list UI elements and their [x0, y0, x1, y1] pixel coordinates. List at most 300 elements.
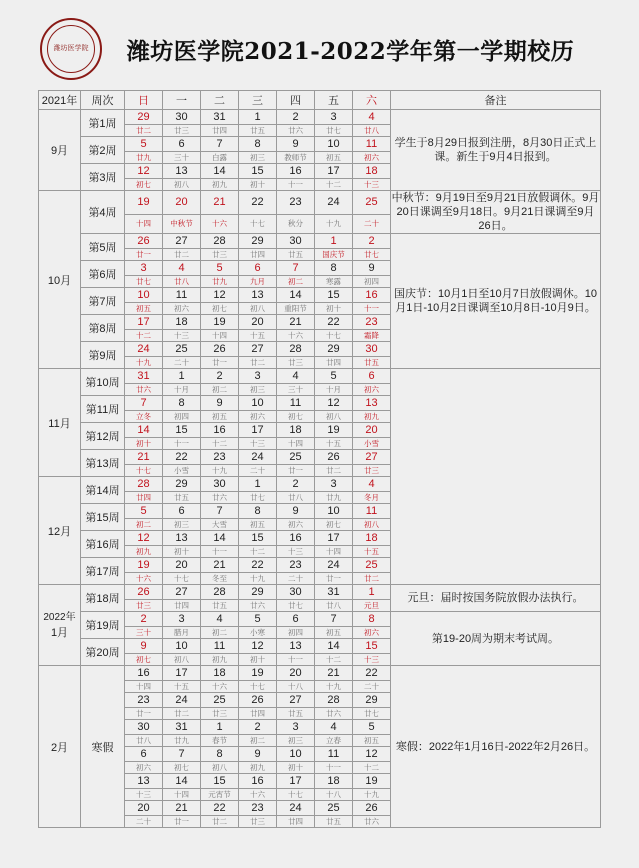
lunar-date-cell: 初十 [315, 303, 353, 315]
lunar-date-cell: 廿九 [315, 492, 353, 504]
lunar-date-cell: 十九 [353, 789, 391, 801]
day-number-cell: 16 [353, 288, 391, 303]
lunar-date-cell: 初六 [353, 152, 391, 164]
lunar-date-cell: 初七 [315, 519, 353, 531]
lunar-date-cell: 初二 [239, 735, 277, 747]
lunar-date-cell: 廿三 [125, 600, 163, 612]
day-number-cell: 23 [277, 191, 315, 215]
lunar-date-cell: 国庆节 [315, 249, 353, 261]
week-label: 第3周 [81, 164, 125, 191]
day-number-cell: 28 [277, 342, 315, 357]
lunar-date-cell: 初二 [125, 519, 163, 531]
day-number-cell: 11 [163, 288, 201, 303]
day-number-cell: 25 [201, 693, 239, 708]
lunar-date-cell: 廿一 [277, 465, 315, 477]
lunar-date-cell: 二十 [239, 465, 277, 477]
month-label: 2月 [39, 666, 81, 828]
lunar-date-cell: 大雪 [201, 519, 239, 531]
lunar-date-cell: 初七 [277, 411, 315, 423]
week-label: 第14周 [81, 477, 125, 504]
lunar-date-cell: 廿六 [353, 816, 391, 828]
day-number-cell: 1 [315, 234, 353, 249]
day-number-cell: 23 [239, 801, 277, 816]
header-year-2021: 2021年 [39, 91, 81, 110]
lunar-date-cell: 初九 [353, 411, 391, 423]
lunar-date-cell: 廿三 [239, 816, 277, 828]
lunar-date-cell: 十六 [201, 214, 239, 233]
lunar-date-cell: 初六 [239, 411, 277, 423]
day-number-cell: 23 [125, 693, 163, 708]
remark-cell: 中秋节：9月19日至9月21日放假调休。9月20日课调至9月18日。9月21日课调至9月26日。 [391, 192, 600, 232]
lunar-date-cell: 初七 [201, 303, 239, 315]
lunar-date-cell: 初八 [163, 179, 201, 191]
header-sunday: 日 [125, 91, 163, 110]
day-number-cell: 1 [201, 720, 239, 735]
lunar-date-cell: 初七 [125, 654, 163, 666]
lunar-date-cell: 十四 [163, 789, 201, 801]
day-number-cell: 13 [163, 164, 201, 179]
table-head [39, 91, 601, 110]
day-number-cell: 18 [353, 531, 391, 546]
table-row [39, 612, 601, 627]
lunar-date-cell: 十四 [277, 438, 315, 450]
lunar-date-cell: 春节 [201, 735, 239, 747]
day-number-cell: 21 [201, 191, 239, 215]
day-number-cell: 1 [163, 369, 201, 384]
lunar-date-cell: 廿三 [277, 357, 315, 369]
lunar-date-cell: 十七 [239, 681, 277, 693]
lunar-date-cell: 初五 [315, 152, 353, 164]
lunar-date-cell: 十五 [315, 438, 353, 450]
day-number-cell: 10 [277, 747, 315, 762]
month-label: 2022年 1月 [39, 585, 81, 666]
day-number-cell: 5 [125, 137, 163, 152]
lunar-date-cell: 初四 [277, 627, 315, 639]
lunar-date-cell: 初五 [353, 735, 391, 747]
lunar-date-cell: 廿二 [353, 573, 391, 585]
lunar-date-cell: 廿五 [163, 492, 201, 504]
day-number-cell: 16 [125, 666, 163, 681]
lunar-date-cell: 十七 [125, 465, 163, 477]
day-number-cell: 27 [277, 693, 315, 708]
lunar-date-cell: 二十 [277, 573, 315, 585]
day-number-cell: 24 [315, 558, 353, 573]
lunar-date-cell: 廿五 [239, 125, 277, 137]
day-number-cell: 10 [163, 639, 201, 654]
lunar-date-cell: 二十 [163, 357, 201, 369]
day-number-cell: 17 [277, 774, 315, 789]
lunar-date-cell: 初九 [201, 179, 239, 191]
day-number-cell: 26 [125, 234, 163, 249]
table-header-row [39, 91, 601, 110]
lunar-date-cell: 廿六 [125, 384, 163, 396]
day-number-cell: 15 [353, 639, 391, 654]
lunar-date-cell: 重阳节 [277, 303, 315, 315]
day-number-cell: 20 [277, 666, 315, 681]
lunar-date-cell: 二十 [353, 681, 391, 693]
lunar-date-cell: 廿三 [201, 708, 239, 720]
table-row [39, 585, 601, 600]
remark-cell: 寒假：2022年1月16日-2022年2月26日。 [391, 666, 601, 828]
month-label: 11月 [39, 369, 81, 477]
lunar-date-cell: 初十 [163, 546, 201, 558]
day-number-cell: 3 [277, 720, 315, 735]
lunar-date-cell: 廿七 [239, 492, 277, 504]
lunar-date-cell: 廿三 [201, 249, 239, 261]
lunar-date-cell: 初九 [239, 762, 277, 774]
lunar-date-cell: 初八 [163, 654, 201, 666]
header-remark: 备注 [391, 91, 601, 110]
day-number-cell: 22 [315, 315, 353, 330]
lunar-date-cell: 廿五 [353, 357, 391, 369]
lunar-date-cell: 三十 [163, 152, 201, 164]
lunar-date-cell: 廿九 [201, 276, 239, 288]
day-number-cell: 30 [201, 477, 239, 492]
day-number-cell: 20 [125, 801, 163, 816]
lunar-date-cell: 十九 [315, 214, 353, 233]
day-number-cell: 29 [163, 477, 201, 492]
lunar-date-cell: 廿八 [353, 125, 391, 137]
day-number-cell: 29 [353, 693, 391, 708]
lunar-date-cell: 十月 [163, 384, 201, 396]
lunar-date-cell: 十三 [163, 330, 201, 342]
week-label: 第8周 [81, 315, 125, 342]
day-number-cell: 21 [315, 666, 353, 681]
day-number-cell: 25 [353, 191, 391, 215]
day-number-cell: 30 [163, 110, 201, 125]
remark-cell: 学生于8月29日报到注册，8月30日正式上课。新生于9月4日报到。 [391, 110, 601, 191]
logo-text: 潍坊医学院 [53, 45, 89, 52]
day-number-cell: 28 [201, 234, 239, 249]
lunar-date-cell: 初十 [239, 179, 277, 191]
day-number-cell: 22 [163, 450, 201, 465]
lunar-date-cell: 初六 [125, 762, 163, 774]
lunar-date-cell: 立春 [315, 735, 353, 747]
lunar-date-cell: 初二 [277, 276, 315, 288]
vacation-label: 寒假 [81, 666, 125, 828]
lunar-date-cell: 十六 [201, 681, 239, 693]
lunar-date-cell: 初六 [277, 519, 315, 531]
lunar-date-cell: 十一 [315, 762, 353, 774]
day-number-cell: 27 [239, 342, 277, 357]
lunar-date-cell: 廿一 [125, 708, 163, 720]
lunar-date-cell: 十三 [353, 654, 391, 666]
week-label: 第15周 [81, 504, 125, 531]
week-label: 第10周 [81, 369, 125, 396]
day-number-cell: 5 [125, 504, 163, 519]
header-week: 周次 [81, 91, 125, 110]
lunar-date-cell: 初八 [201, 762, 239, 774]
day-number-cell: 17 [315, 164, 353, 179]
header-tuesday: 二 [201, 91, 239, 110]
lunar-date-cell: 教师节 [277, 152, 315, 164]
header-wednesday: 三 [239, 91, 277, 110]
day-number-cell: 29 [315, 342, 353, 357]
lunar-date-cell: 十八 [277, 681, 315, 693]
day-number-cell: 5 [239, 612, 277, 627]
lunar-date-cell: 元宵节 [201, 789, 239, 801]
day-number-cell: 23 [353, 315, 391, 330]
day-number-cell: 25 [163, 342, 201, 357]
lunar-date-cell: 十三 [277, 546, 315, 558]
week-label: 第16周 [81, 531, 125, 558]
lunar-date-cell: 初五 [315, 627, 353, 639]
day-number-cell: 5 [353, 720, 391, 735]
lunar-date-cell: 十三 [239, 438, 277, 450]
day-number-cell: 18 [163, 315, 201, 330]
remark-cell: 元旦：届时按国务院放假办法执行。 [391, 585, 601, 612]
lunar-date-cell: 三十 [277, 384, 315, 396]
lunar-date-cell: 廿四 [315, 357, 353, 369]
lunar-date-cell: 廿一 [125, 249, 163, 261]
lunar-date-cell: 白露 [201, 152, 239, 164]
lunar-date-cell: 廿八 [277, 492, 315, 504]
day-number-cell: 28 [315, 693, 353, 708]
lunar-date-cell: 廿一 [315, 573, 353, 585]
lunar-date-cell: 立冬 [125, 411, 163, 423]
week-label: 第20周 [81, 639, 125, 666]
day-number-cell: 14 [163, 774, 201, 789]
day-number-cell: 5 [201, 261, 239, 276]
lunar-date-cell: 冬月 [353, 492, 391, 504]
lunar-date-cell: 初八 [353, 519, 391, 531]
header-monday: 一 [163, 91, 201, 110]
day-number-cell: 28 [201, 585, 239, 600]
lunar-date-cell: 廿一 [201, 357, 239, 369]
day-number-cell: 4 [353, 477, 391, 492]
month-label: 9月 [39, 110, 81, 191]
month-label: 10月 [39, 191, 81, 369]
day-number-cell: 18 [201, 666, 239, 681]
day-number-cell: 26 [239, 693, 277, 708]
remark-cell: 国庆节：10月1日至10月7日放假调休。10月1日-10月2日课调至10月8日-10月9日。 [391, 234, 601, 369]
lunar-date-cell: 中秋节 [163, 214, 201, 233]
lunar-date-cell: 十七 [277, 789, 315, 801]
lunar-date-cell: 廿七 [125, 276, 163, 288]
day-number-cell: 2 [239, 720, 277, 735]
month-label: 12月 [39, 477, 81, 585]
day-number-cell: 19 [125, 191, 163, 215]
lunar-date-cell: 十二 [315, 654, 353, 666]
lunar-date-cell: 初四 [163, 411, 201, 423]
day-number-cell: 4 [277, 369, 315, 384]
lunar-date-cell: 小寒 [239, 627, 277, 639]
lunar-date-cell: 十八 [315, 789, 353, 801]
week-label: 第7周 [81, 288, 125, 315]
day-number-cell: 21 [125, 450, 163, 465]
page-header [0, 0, 639, 90]
lunar-date-cell: 廿九 [163, 735, 201, 747]
day-number-cell: 20 [239, 315, 277, 330]
day-number-cell: 18 [315, 774, 353, 789]
page-title: 潍坊医学院2021-2022学年第一学期校历 [126, 37, 575, 65]
academic-calendar-table [38, 90, 601, 828]
day-number-cell: 9 [353, 261, 391, 276]
day-number-cell: 14 [315, 639, 353, 654]
lunar-date-cell: 廿二 [315, 465, 353, 477]
day-number-cell: 20 [163, 191, 201, 215]
day-number-cell: 4 [163, 261, 201, 276]
day-number-cell: 15 [163, 423, 201, 438]
lunar-date-cell: 初二 [201, 627, 239, 639]
lunar-date-cell: 十五 [163, 681, 201, 693]
lunar-date-cell: 初六 [163, 303, 201, 315]
day-number-cell: 6 [239, 261, 277, 276]
lunar-date-cell: 小雪 [353, 438, 391, 450]
day-number-cell: 1 [239, 110, 277, 125]
day-number-cell: 6 [163, 504, 201, 519]
table-row [39, 369, 601, 384]
lunar-date-cell: 廿四 [163, 600, 201, 612]
lunar-date-cell: 初三 [277, 735, 315, 747]
lunar-date-cell: 初三 [163, 519, 201, 531]
lunar-date-cell: 九月 [239, 276, 277, 288]
lunar-date-cell: 二十 [353, 214, 391, 233]
table-row [39, 234, 601, 249]
lunar-date-cell: 初九 [201, 654, 239, 666]
lunar-date-cell: 初四 [353, 276, 391, 288]
day-number-cell: 6 [277, 612, 315, 627]
day-number-cell: 26 [201, 342, 239, 357]
lunar-date-cell: 廿九 [125, 152, 163, 164]
day-number-cell: 24 [125, 342, 163, 357]
lunar-date-cell: 初三 [239, 384, 277, 396]
day-number-cell: 23 [277, 558, 315, 573]
day-number-cell: 10 [125, 288, 163, 303]
lunar-date-cell: 十月 [315, 384, 353, 396]
day-number-cell: 26 [353, 801, 391, 816]
day-number-cell: 8 [163, 396, 201, 411]
lunar-date-cell: 霜降 [353, 330, 391, 342]
lunar-date-cell: 廿四 [239, 249, 277, 261]
lunar-date-cell: 廿六 [201, 492, 239, 504]
day-number-cell: 17 [125, 315, 163, 330]
lunar-date-cell: 廿二 [201, 816, 239, 828]
lunar-date-cell: 十一 [163, 438, 201, 450]
lunar-date-cell: 十七 [315, 330, 353, 342]
lunar-date-cell: 十一 [353, 303, 391, 315]
lunar-date-cell: 廿五 [277, 708, 315, 720]
day-number-cell: 7 [277, 261, 315, 276]
day-number-cell: 25 [353, 558, 391, 573]
day-number-cell: 19 [201, 315, 239, 330]
day-number-cell: 17 [239, 423, 277, 438]
day-number-cell: 14 [277, 288, 315, 303]
day-number-cell: 29 [239, 234, 277, 249]
university-logo-icon [40, 18, 102, 80]
header-saturday: 六 [353, 91, 391, 110]
remark-cell [391, 369, 601, 585]
day-number-cell: 4 [315, 720, 353, 735]
day-number-cell: 17 [163, 666, 201, 681]
day-number-cell: 9 [239, 747, 277, 762]
day-number-cell: 13 [125, 774, 163, 789]
day-number-cell: 31 [163, 720, 201, 735]
lunar-date-cell: 十九 [125, 357, 163, 369]
lunar-date-cell: 十一 [277, 654, 315, 666]
lunar-date-cell: 廿七 [353, 708, 391, 720]
lunar-date-cell: 初七 [125, 179, 163, 191]
day-number-cell: 4 [353, 110, 391, 125]
lunar-date-cell: 廿一 [163, 816, 201, 828]
lunar-date-cell: 冬至 [201, 573, 239, 585]
day-number-cell: 27 [163, 234, 201, 249]
day-number-cell: 19 [239, 666, 277, 681]
lunar-date-cell: 初五 [125, 303, 163, 315]
lunar-date-cell: 秋分 [277, 214, 315, 233]
day-number-cell: 22 [239, 558, 277, 573]
day-number-cell: 31 [125, 369, 163, 384]
lunar-date-cell: 廿八 [163, 276, 201, 288]
day-number-cell: 13 [163, 531, 201, 546]
lunar-date-cell: 十二 [353, 762, 391, 774]
day-number-cell: 24 [163, 693, 201, 708]
day-number-cell: 19 [353, 774, 391, 789]
day-number-cell: 10 [315, 137, 353, 152]
lunar-date-cell: 十四 [125, 681, 163, 693]
day-number-cell: 18 [277, 423, 315, 438]
day-number-cell: 20 [353, 423, 391, 438]
lunar-date-cell: 廿二 [163, 708, 201, 720]
day-number-cell: 2 [125, 612, 163, 627]
lunar-date-cell: 十六 [125, 573, 163, 585]
day-number-cell: 5 [315, 369, 353, 384]
lunar-date-cell: 廿七 [315, 125, 353, 137]
lunar-date-cell: 三十 [125, 627, 163, 639]
day-number-cell: 28 [125, 477, 163, 492]
lunar-date-cell: 廿五 [277, 249, 315, 261]
lunar-date-cell: 十九 [239, 573, 277, 585]
header-thursday: 四 [277, 91, 315, 110]
lunar-date-cell: 廿八 [315, 600, 353, 612]
day-number-cell: 19 [125, 558, 163, 573]
lunar-date-cell: 小雪 [163, 465, 201, 477]
day-number-cell: 14 [201, 531, 239, 546]
lunar-date-cell: 初十 [125, 438, 163, 450]
lunar-date-cell: 廿七 [277, 600, 315, 612]
lunar-date-cell: 十二 [201, 438, 239, 450]
lunar-date-cell: 初二 [201, 384, 239, 396]
lunar-date-cell: 廿四 [125, 492, 163, 504]
day-number-cell: 8 [239, 504, 277, 519]
lunar-date-cell: 十四 [125, 214, 163, 233]
lunar-date-cell: 廿五 [201, 600, 239, 612]
table-row [39, 666, 601, 681]
lunar-date-cell: 十二 [315, 179, 353, 191]
day-number-cell: 3 [315, 477, 353, 492]
day-number-cell: 22 [353, 666, 391, 681]
day-number-cell: 11 [315, 747, 353, 762]
remark-cell: 第19-20周为期末考试周。 [391, 612, 601, 666]
lunar-date-cell: 初八 [315, 411, 353, 423]
day-number-cell: 15 [201, 774, 239, 789]
day-number-cell: 30 [277, 585, 315, 600]
lunar-date-cell: 十七 [163, 573, 201, 585]
day-number-cell: 27 [163, 585, 201, 600]
lunar-date-cell: 初五 [239, 519, 277, 531]
day-number-cell: 16 [201, 423, 239, 438]
lunar-date-cell: 腊月 [163, 627, 201, 639]
week-label: 第2周 [81, 137, 125, 164]
lunar-date-cell: 十五 [353, 546, 391, 558]
lunar-date-cell: 元旦 [353, 600, 391, 612]
lunar-date-cell: 廿四 [201, 125, 239, 137]
lunar-date-cell: 廿二 [163, 249, 201, 261]
day-number-cell: 8 [239, 137, 277, 152]
week-label: 第11周 [81, 396, 125, 423]
day-number-cell: 25 [315, 801, 353, 816]
day-number-cell: 22 [201, 801, 239, 816]
